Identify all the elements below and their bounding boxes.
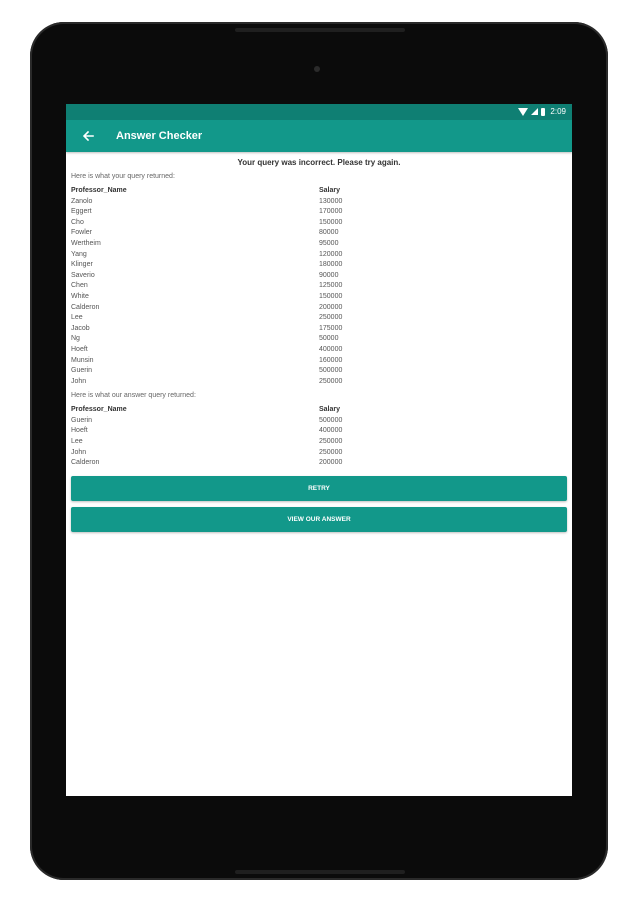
signal-icon (531, 108, 538, 115)
salary-cell: 400000 (319, 345, 343, 353)
table-row (71, 228, 567, 239)
query-caption: Here is what your query returned: (71, 173, 175, 180)
table-row (71, 218, 567, 229)
professor-name-cell: White (71, 292, 89, 300)
table-row (71, 324, 567, 335)
camera (314, 66, 320, 72)
salary-cell: 500000 (319, 367, 343, 375)
salary-cell: 250000 (319, 438, 343, 446)
screen (66, 104, 572, 796)
professor-name-cell: Saverio (71, 271, 95, 279)
column-header: Salary (319, 406, 341, 414)
column-header: Salary (319, 187, 341, 194)
table-row (71, 271, 567, 282)
salary-cell: 95000 (319, 239, 339, 247)
table-row (71, 334, 567, 345)
professor-name-cell: Guerin (71, 367, 93, 375)
table-row (71, 437, 567, 448)
table-row (71, 426, 567, 437)
answer-caption: Here is what our answer query returned: (71, 392, 196, 400)
professor-name-cell: Guerin (71, 416, 93, 424)
professor-name-cell: Klinger (71, 261, 93, 269)
result-message: Your query was incorrect. Please try again. (237, 158, 401, 167)
salary-cell: 125000 (319, 282, 343, 290)
professor-name-cell: Fowler (71, 229, 93, 237)
professor-name-cell: Ng (71, 335, 80, 343)
table-header-row (71, 405, 567, 416)
professor-name-cell: Calderon (71, 303, 100, 311)
status-time: 2:09 (550, 107, 566, 116)
professor-name-cell: Jacob (71, 324, 90, 332)
salary-cell: 500000 (319, 416, 343, 424)
salary-cell: 90000 (319, 271, 339, 279)
professor-name-cell: John (71, 448, 87, 456)
arrow-left-icon (83, 131, 94, 141)
table-row (71, 356, 567, 367)
salary-cell: 150000 (319, 218, 343, 226)
professor-name-cell: Lee (71, 438, 83, 446)
salary-cell: 250000 (319, 314, 343, 322)
table-row (71, 292, 567, 303)
salary-cell: 160000 (319, 356, 343, 364)
salary-cell: 200000 (319, 303, 343, 311)
table-header-row (71, 186, 567, 197)
table-row (71, 313, 567, 324)
table-row (71, 250, 567, 261)
table-row (71, 207, 567, 218)
content (66, 152, 572, 532)
table-row (71, 458, 567, 469)
professor-name-cell: Calderon (71, 459, 100, 467)
professor-name-cell: Munsin (71, 356, 94, 364)
column-header: Professor_Name (71, 406, 127, 414)
salary-cell: 250000 (319, 377, 343, 385)
table-row (71, 281, 567, 292)
professor-name-cell: John (71, 377, 87, 385)
query-result-table (71, 186, 567, 387)
view-answer-button[interactable]: VIEW OUR ANSWER (71, 507, 567, 532)
speaker-grille (235, 28, 405, 32)
professor-name-cell: Eggert (71, 208, 92, 216)
professor-name-cell: Yang (71, 250, 87, 258)
salary-cell: 175000 (319, 324, 343, 332)
salary-cell: 400000 (319, 427, 343, 435)
salary-cell: 50000 (319, 335, 339, 343)
professor-name-cell: Chen (71, 282, 88, 290)
retry-button[interactable]: RETRY (71, 476, 567, 501)
app-bar (66, 120, 572, 152)
professor-name-cell: Lee (71, 314, 83, 322)
table-row (71, 239, 567, 250)
app-title: Answer Checker (116, 130, 203, 142)
table-row (71, 345, 567, 356)
status-icons (518, 107, 566, 116)
table-row (71, 416, 567, 427)
salary-cell: 180000 (319, 261, 343, 269)
table-row (71, 366, 567, 377)
salary-cell: 130000 (319, 197, 343, 205)
status-bar (66, 104, 572, 120)
table-row (71, 448, 567, 459)
professor-name-cell: Wertheim (71, 239, 101, 247)
salary-cell: 150000 (319, 292, 343, 300)
table-row (71, 260, 567, 271)
answer-result-table (71, 405, 567, 469)
professor-name-cell: Zanolo (71, 197, 93, 205)
professor-name-cell: Hoeft (71, 345, 88, 353)
tablet-frame (30, 22, 608, 880)
table-row (71, 303, 567, 314)
table-row (71, 197, 567, 208)
column-header: Professor_Name (71, 187, 127, 194)
professor-name-cell: Hoeft (71, 427, 88, 435)
salary-cell: 80000 (319, 229, 339, 237)
table-row (71, 377, 567, 388)
professor-name-cell: Cho (71, 218, 84, 226)
wifi-icon (518, 108, 528, 116)
salary-cell: 120000 (319, 250, 343, 258)
salary-cell: 250000 (319, 448, 343, 456)
salary-cell: 200000 (319, 459, 343, 467)
back-button[interactable] (80, 128, 96, 144)
bottom-speaker-grille (235, 870, 405, 874)
battery-icon (541, 108, 545, 116)
salary-cell: 170000 (319, 208, 343, 216)
